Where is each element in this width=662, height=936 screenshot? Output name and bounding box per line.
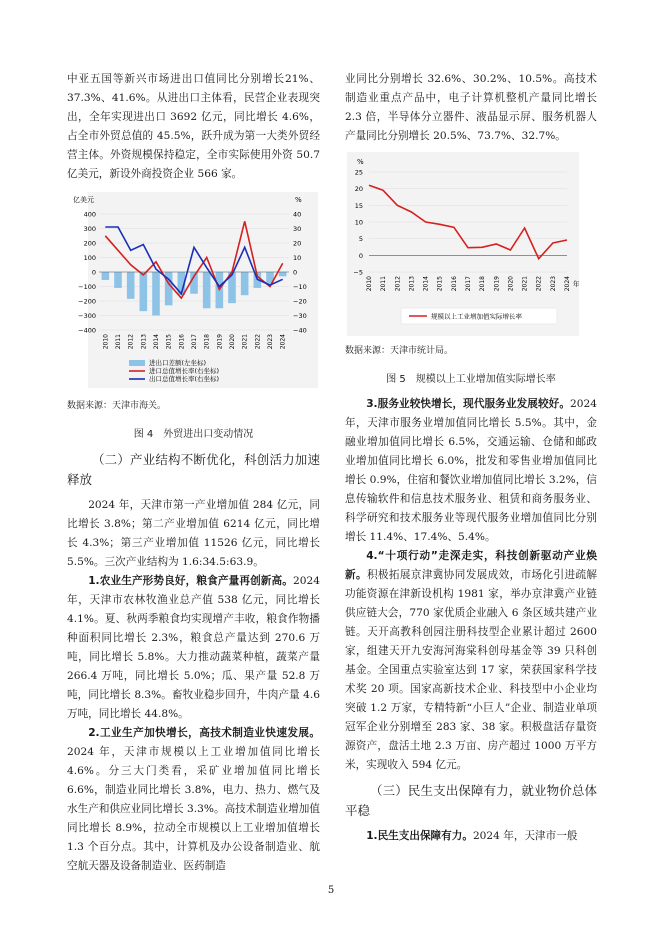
- paragraph: [67, 572, 320, 724]
- paragraph: 中亚五国等新兴市场进出口值同比分别增长21%、37.3%、41.6%。从进出口主体看，民营企业表现突出，全年实现进出口 3692 亿元，同比增长 4.6%，占全市外贸总值的 45.5%，跃升成为第一大类外贸经营主体。外资规模保持稳定，全市实际使用外资 50.7 亿美元，新设外商投资企业 566 家。: [67, 73, 320, 180]
- page-number: 5: [327, 885, 335, 896]
- bar-trade-balance: [127, 272, 135, 299]
- bar-trade-balance: [102, 272, 110, 280]
- right-column: [345, 70, 597, 846]
- y-tick-right: 20: [293, 239, 302, 248]
- y-tick-right: 40: [293, 210, 302, 219]
- y-tick: −5: [353, 268, 363, 277]
- x-tick-label: 2011: [115, 334, 122, 350]
- paragraph: [345, 395, 597, 547]
- x-tick-label: 2010: [102, 334, 110, 350]
- section-heading: （三）民生支出保障有力，就业物价总体平稳: [345, 783, 597, 818]
- x-tick-label: 2016: [178, 334, 186, 350]
- x-tick-label: 2014: [422, 276, 430, 292]
- y-tick: 0: [358, 251, 363, 260]
- paragraph-lead: 1.民生支出保障有力。: [366, 830, 473, 842]
- paragraph-lead: 4.“十项行动”走深走实，科技创新驱动产业焕新。: [345, 550, 597, 581]
- y-tick-right: −40: [293, 326, 307, 335]
- paragraph: [345, 827, 597, 846]
- y-tick: 20: [354, 185, 363, 194]
- x-tick-label: 2012: [394, 276, 402, 292]
- legend-label: 进口总值增长率(右坐标): [149, 367, 220, 375]
- y-tick-left: 300: [83, 225, 96, 233]
- y-tick-left: 200: [83, 239, 96, 248]
- paragraph-body: 积极拓展京津冀协同发展成效，市场化引进疏解功能资源在津新设机构 1981 家，举办京津冀产业链供应链大会，770 家优质企业融入 6 条区域共建产业链。天开高教科创园注册科技型企业累计超过 2600 家，组建天开九安海河海棠科创母基金等 39 只科创基金。全国重点实验室达到 17 家，荣获国家科学技术奖 20 项。国家高新技术企业、科技型中小企业均突破 1.2 万家，专精特新“小巨人”企业、制造业单项冠军企业分别增至 283 家、38 家。积极盘活存量资源资产，盘活土地 2.3 万亩、房产超过 1000 万平方米，实现收入 594 亿元。: [345, 569, 598, 771]
- paragraph-body: 2024 年，天津市一般: [472, 830, 578, 842]
- figure-4-caption: 图 4 外贸进出口变动情况: [133, 429, 254, 440]
- y-tick-left: 100: [83, 254, 96, 262]
- y-tick-left: −400: [78, 326, 96, 335]
- x-tick-label: 2019: [493, 276, 501, 292]
- x-tick-label: 2013: [408, 276, 416, 292]
- x-tick-label: 2011: [380, 276, 388, 292]
- paragraph-lead: 2.工业生产加快增长，高技术制造业快速发展。: [88, 727, 320, 739]
- y-axis-label: %: [357, 158, 364, 166]
- x-tick-label: 2017: [465, 276, 472, 292]
- y-axis-label-left: 亿美元: [73, 196, 94, 204]
- x-tick-label: 2019: [216, 334, 224, 350]
- paragraph-body: 2024 年，天津市农林牧渔业总产值 538 亿元，同比增长 4.1%。夏、秋两季粮食均实现增产丰收，粮食作物播种面积同比增长 2.3%，粮食总产量达到 270.6 万吨，同比增长 5.8%。大力推动蔬菜种植，蔬菜产量 266.4 万吨，同比增长 5.0%；瓜、果产量 52.8 万吨，同比增长 8.3%。畜牧业稳步回升，牛肉产量 4.6 万吨，同比增长 44.8%。: [67, 575, 320, 720]
- x-tick-label: 2012: [127, 334, 135, 350]
- y-tick: 10: [354, 218, 363, 227]
- x-tick-label: 2022: [535, 276, 543, 292]
- y-tick: 15: [354, 201, 363, 210]
- x-tick-label: 2023: [549, 276, 557, 292]
- y-tick-left: −200: [78, 297, 96, 306]
- y-tick-left: 400: [83, 210, 96, 219]
- x-tick-label: 2013: [140, 334, 148, 350]
- y-axis-label-right: %: [295, 196, 302, 204]
- y-tick-right: 30: [293, 225, 302, 233]
- legend-label: 出口总值增长率(右坐标): [149, 375, 220, 383]
- paragraph: [345, 547, 597, 775]
- paragraph: 业同比分别增长 32.6%、30.2%、10.5%。高技术制造业重点产品中，电子计算机整机产量同比增长 2.3 倍，半导体分立器件、液晶显示屏、服务机器人产量同比分别增长 20.5%、73.7%、32.7%。: [345, 73, 597, 142]
- x-tick-label: 2018: [479, 276, 487, 292]
- paragraph: 2024 年，天津市第一产业增加值 284 亿元，同比增长 3.8%；第二产业增加值 6214 亿元，同比增长 4.3%；第三产业增加值 11526 亿元，同比增长 5.5%。三次产业结构为 1.6:34.5:63.9。: [67, 499, 320, 568]
- y-tick-left: 0: [91, 268, 96, 277]
- x-tick-label: 2024: [564, 276, 571, 292]
- paragraph-body: 2024 年，天津市规模以上工业增加值同比增长 4.6%。分三大门类看，采矿业增加值同比增长 6.6%，制造业同比增长 3.8%，电力、热力、燃气及水生产和供应业同比增长 3.3%。高技术制造业增加值同比增长 8.9%，拉动全市规模以上工业增加值增长 1.3 个百分点。其中，计算机及办公设备制造业、航空航天器及设备制造业、医药制造: [67, 746, 320, 872]
- paragraph: [67, 724, 320, 876]
- y-tick-right: 10: [293, 254, 302, 262]
- x-axis-suffix: 年: [573, 280, 580, 288]
- x-tick-label: 2015: [165, 334, 173, 350]
- figure-5-caption: 图 5 规模以上工业增加值实际增长率: [386, 374, 556, 385]
- section-heading: （二）产业结构不断优化，科创活力加速释放: [67, 452, 320, 487]
- x-tick-label: 2015: [436, 276, 444, 292]
- y-tick: 5: [358, 235, 363, 244]
- x-tick-label: 2023: [267, 334, 274, 350]
- x-tick-label: 2010: [366, 276, 373, 292]
- x-tick-label: 2014: [153, 334, 160, 350]
- bar-trade-balance: [203, 272, 211, 308]
- paragraph-body: 2024 年，天津市服务业增加值同比增长 5.5%。其中，金融业增加值同比增长 6.5%，交通运输、仓储和邮政业增加值同比增长 6.0%，批发和零售业增加值同比增长 0.9%，住宿和餐饮业增加值同比增长 3.2%，信息传输软件和信息技术服务业、租赁和商务服务业、科学研究和技术服务业等现代服务业增加值同比分别增长 11.4%、17.4%、5.4%。: [345, 398, 597, 543]
- figure-5-chart: [345, 150, 597, 340]
- figure-4-source: 数据来源：天津市海关。: [67, 401, 167, 411]
- paragraph-lead: 1.农业生产形势良好，粮食产量再创新高。: [88, 575, 294, 587]
- x-tick-label: 2022: [254, 334, 262, 350]
- y-tick-right: −20: [293, 297, 307, 306]
- x-tick-label: 2018: [203, 334, 211, 350]
- legend-label: 进出口差额(左坐标): [149, 359, 207, 367]
- x-tick-label: 2021: [241, 334, 249, 350]
- bar-trade-balance: [140, 272, 148, 311]
- y-tick-right: −30: [293, 312, 307, 320]
- bar-trade-balance: [152, 272, 160, 316]
- x-tick-label: 2020: [229, 334, 236, 350]
- y-tick-right: 0: [293, 268, 298, 277]
- bar-trade-balance: [114, 272, 122, 288]
- x-tick-label: 2016: [450, 276, 458, 292]
- x-tick-label: 2021: [521, 276, 529, 292]
- y-tick-right: −10: [293, 283, 307, 291]
- legend-swatch-bar: [129, 360, 145, 366]
- left-column: [67, 70, 320, 876]
- bar-trade-balance: [241, 272, 249, 295]
- legend-label: 规模以上工业增加值实际增长率: [431, 312, 522, 321]
- x-tick-label: 2024: [279, 334, 287, 350]
- figure-5-source: 数据来源：天津市统计局。: [345, 346, 454, 356]
- figure-4-chart: [67, 190, 320, 395]
- x-tick-label: 2020: [507, 276, 515, 292]
- x-tick-label: 2017: [191, 334, 198, 350]
- y-tick-left: −100: [78, 283, 96, 291]
- y-tick-left: −300: [78, 312, 96, 320]
- bar-trade-balance: [279, 272, 287, 276]
- paragraph-lead: 3.服务业较快增长，现代服务业发展较好。: [366, 398, 571, 410]
- y-tick: 25: [354, 168, 363, 177]
